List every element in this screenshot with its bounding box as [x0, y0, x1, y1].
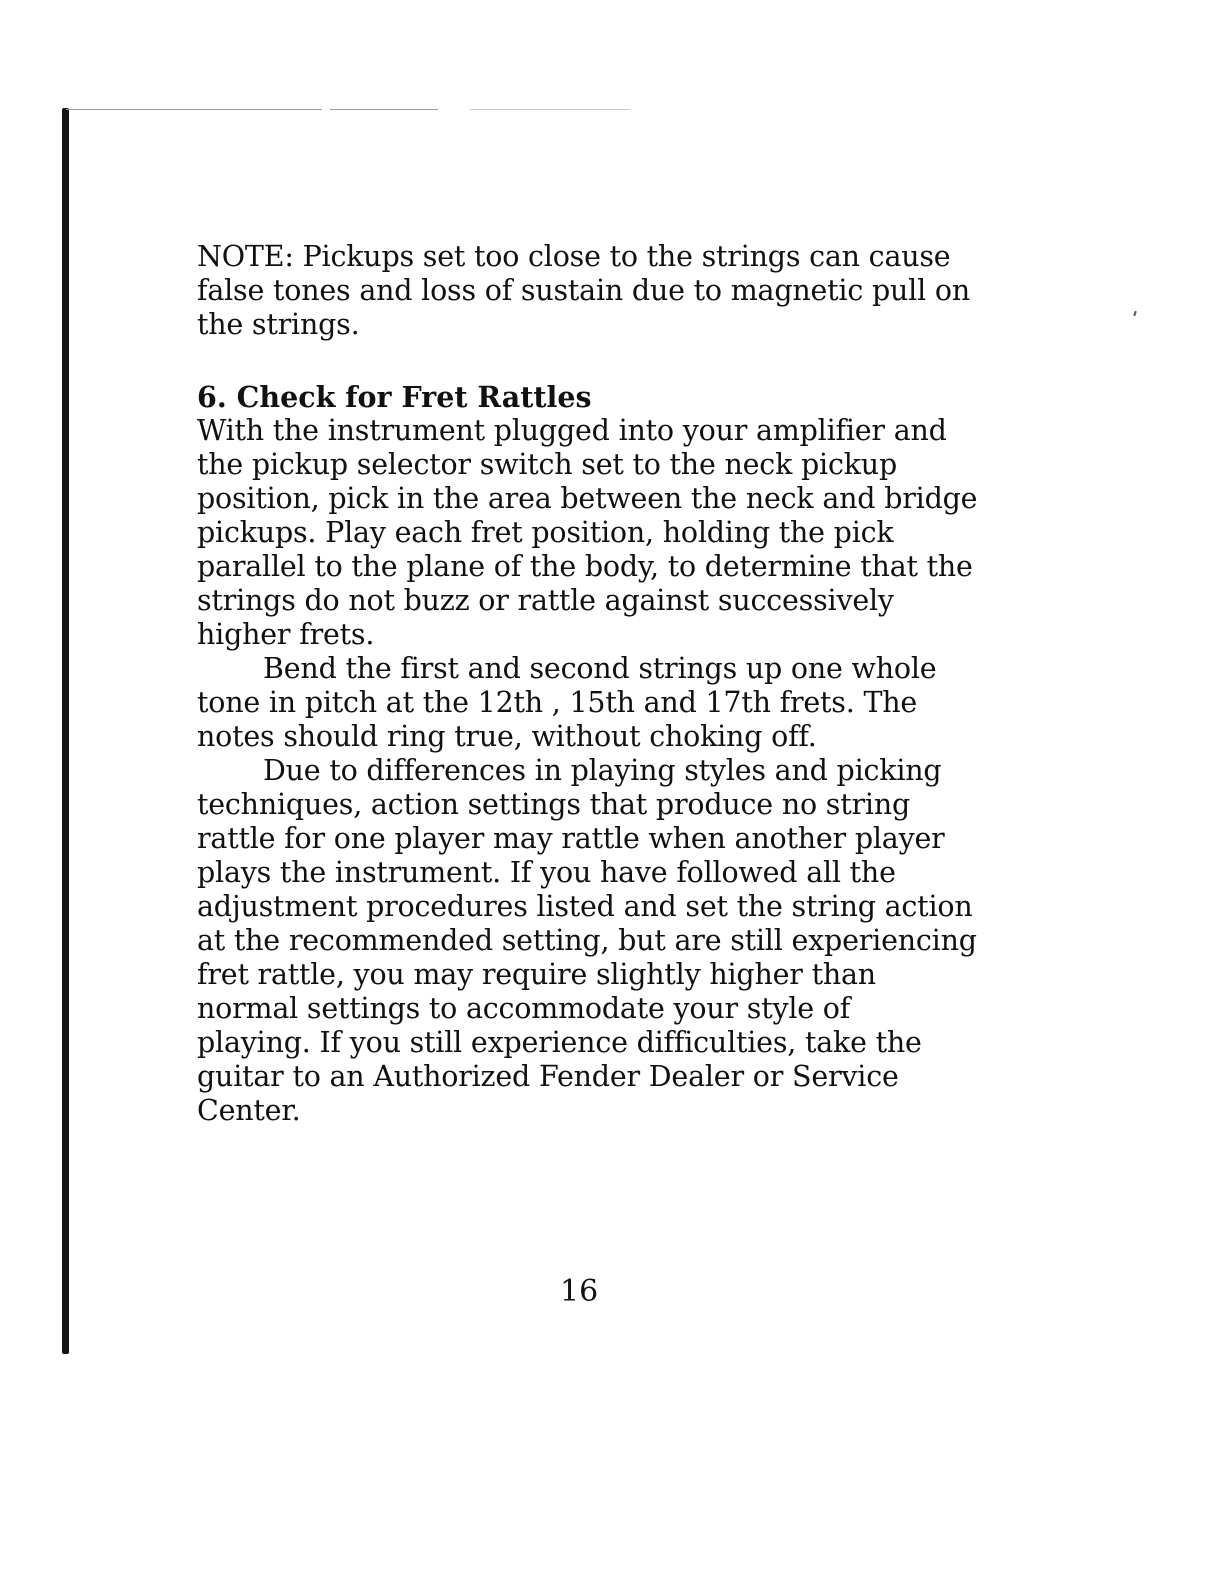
paragraph-line: guitar to an Authorized Fender Dealer or Service — [197, 1060, 899, 1093]
stray-mark — [1133, 311, 1137, 316]
scan-edge-bar — [62, 108, 69, 1354]
scan-top-line — [66, 109, 322, 110]
paragraph-line: Due to differences in playing styles and picking — [263, 754, 942, 787]
note-line: the strings. — [197, 308, 360, 341]
paragraph-line: the pickup selector switch set to the neck pickup — [197, 448, 897, 481]
page-number: 16 — [560, 1274, 599, 1309]
paragraph-line: With the instrument plugged into your amplifier and — [197, 414, 947, 447]
scan-top-line — [330, 109, 438, 110]
paragraph-line: position, pick in the area between the neck and bridge — [197, 482, 978, 515]
note-line: NOTE: Pickups set too close to the strings can cause — [197, 240, 951, 273]
note-paragraph — [197, 240, 970, 342]
paragraph-line: pickups. Play each fret position, holding the pick — [197, 516, 894, 549]
note-line: false tones and loss of sustain due to magnetic pull on — [197, 274, 970, 307]
paragraph-line: normal settings to accommodate your style of — [197, 992, 851, 1025]
section-heading: 6. Check for Fret Rattles — [197, 380, 592, 414]
paragraph-line: Bend the first and second strings up one whole — [263, 652, 937, 685]
paragraph-line: at the recommended setting, but are still experiencing — [197, 924, 977, 957]
paragraph-line: plays the instrument. If you have followed all the — [197, 856, 896, 889]
scan-top-line — [470, 109, 630, 110]
paragraph-line: rattle for one player may rattle when another player — [197, 822, 945, 855]
paragraph-line: parallel to the plane of the body, to determine that the — [197, 550, 973, 583]
section-body — [197, 414, 978, 1128]
paragraph-line: notes should ring true, without choking off. — [197, 720, 817, 753]
paragraph-line: adjustment procedures listed and set the string action — [197, 890, 973, 923]
paragraph-line: fret rattle, you may require slightly higher than — [197, 958, 876, 991]
paragraph-line: tone in pitch at the 12th , 15th and 17th frets. The — [197, 686, 918, 719]
paragraph-line: higher frets. — [197, 618, 375, 651]
paragraph-line: strings do not buzz or rattle against successively — [197, 584, 894, 617]
paragraph-line: techniques, action settings that produce no string — [197, 788, 911, 821]
paragraph-line: Center. — [197, 1094, 301, 1127]
paragraph-line: playing. If you still experience difficulties, take the — [197, 1026, 922, 1059]
